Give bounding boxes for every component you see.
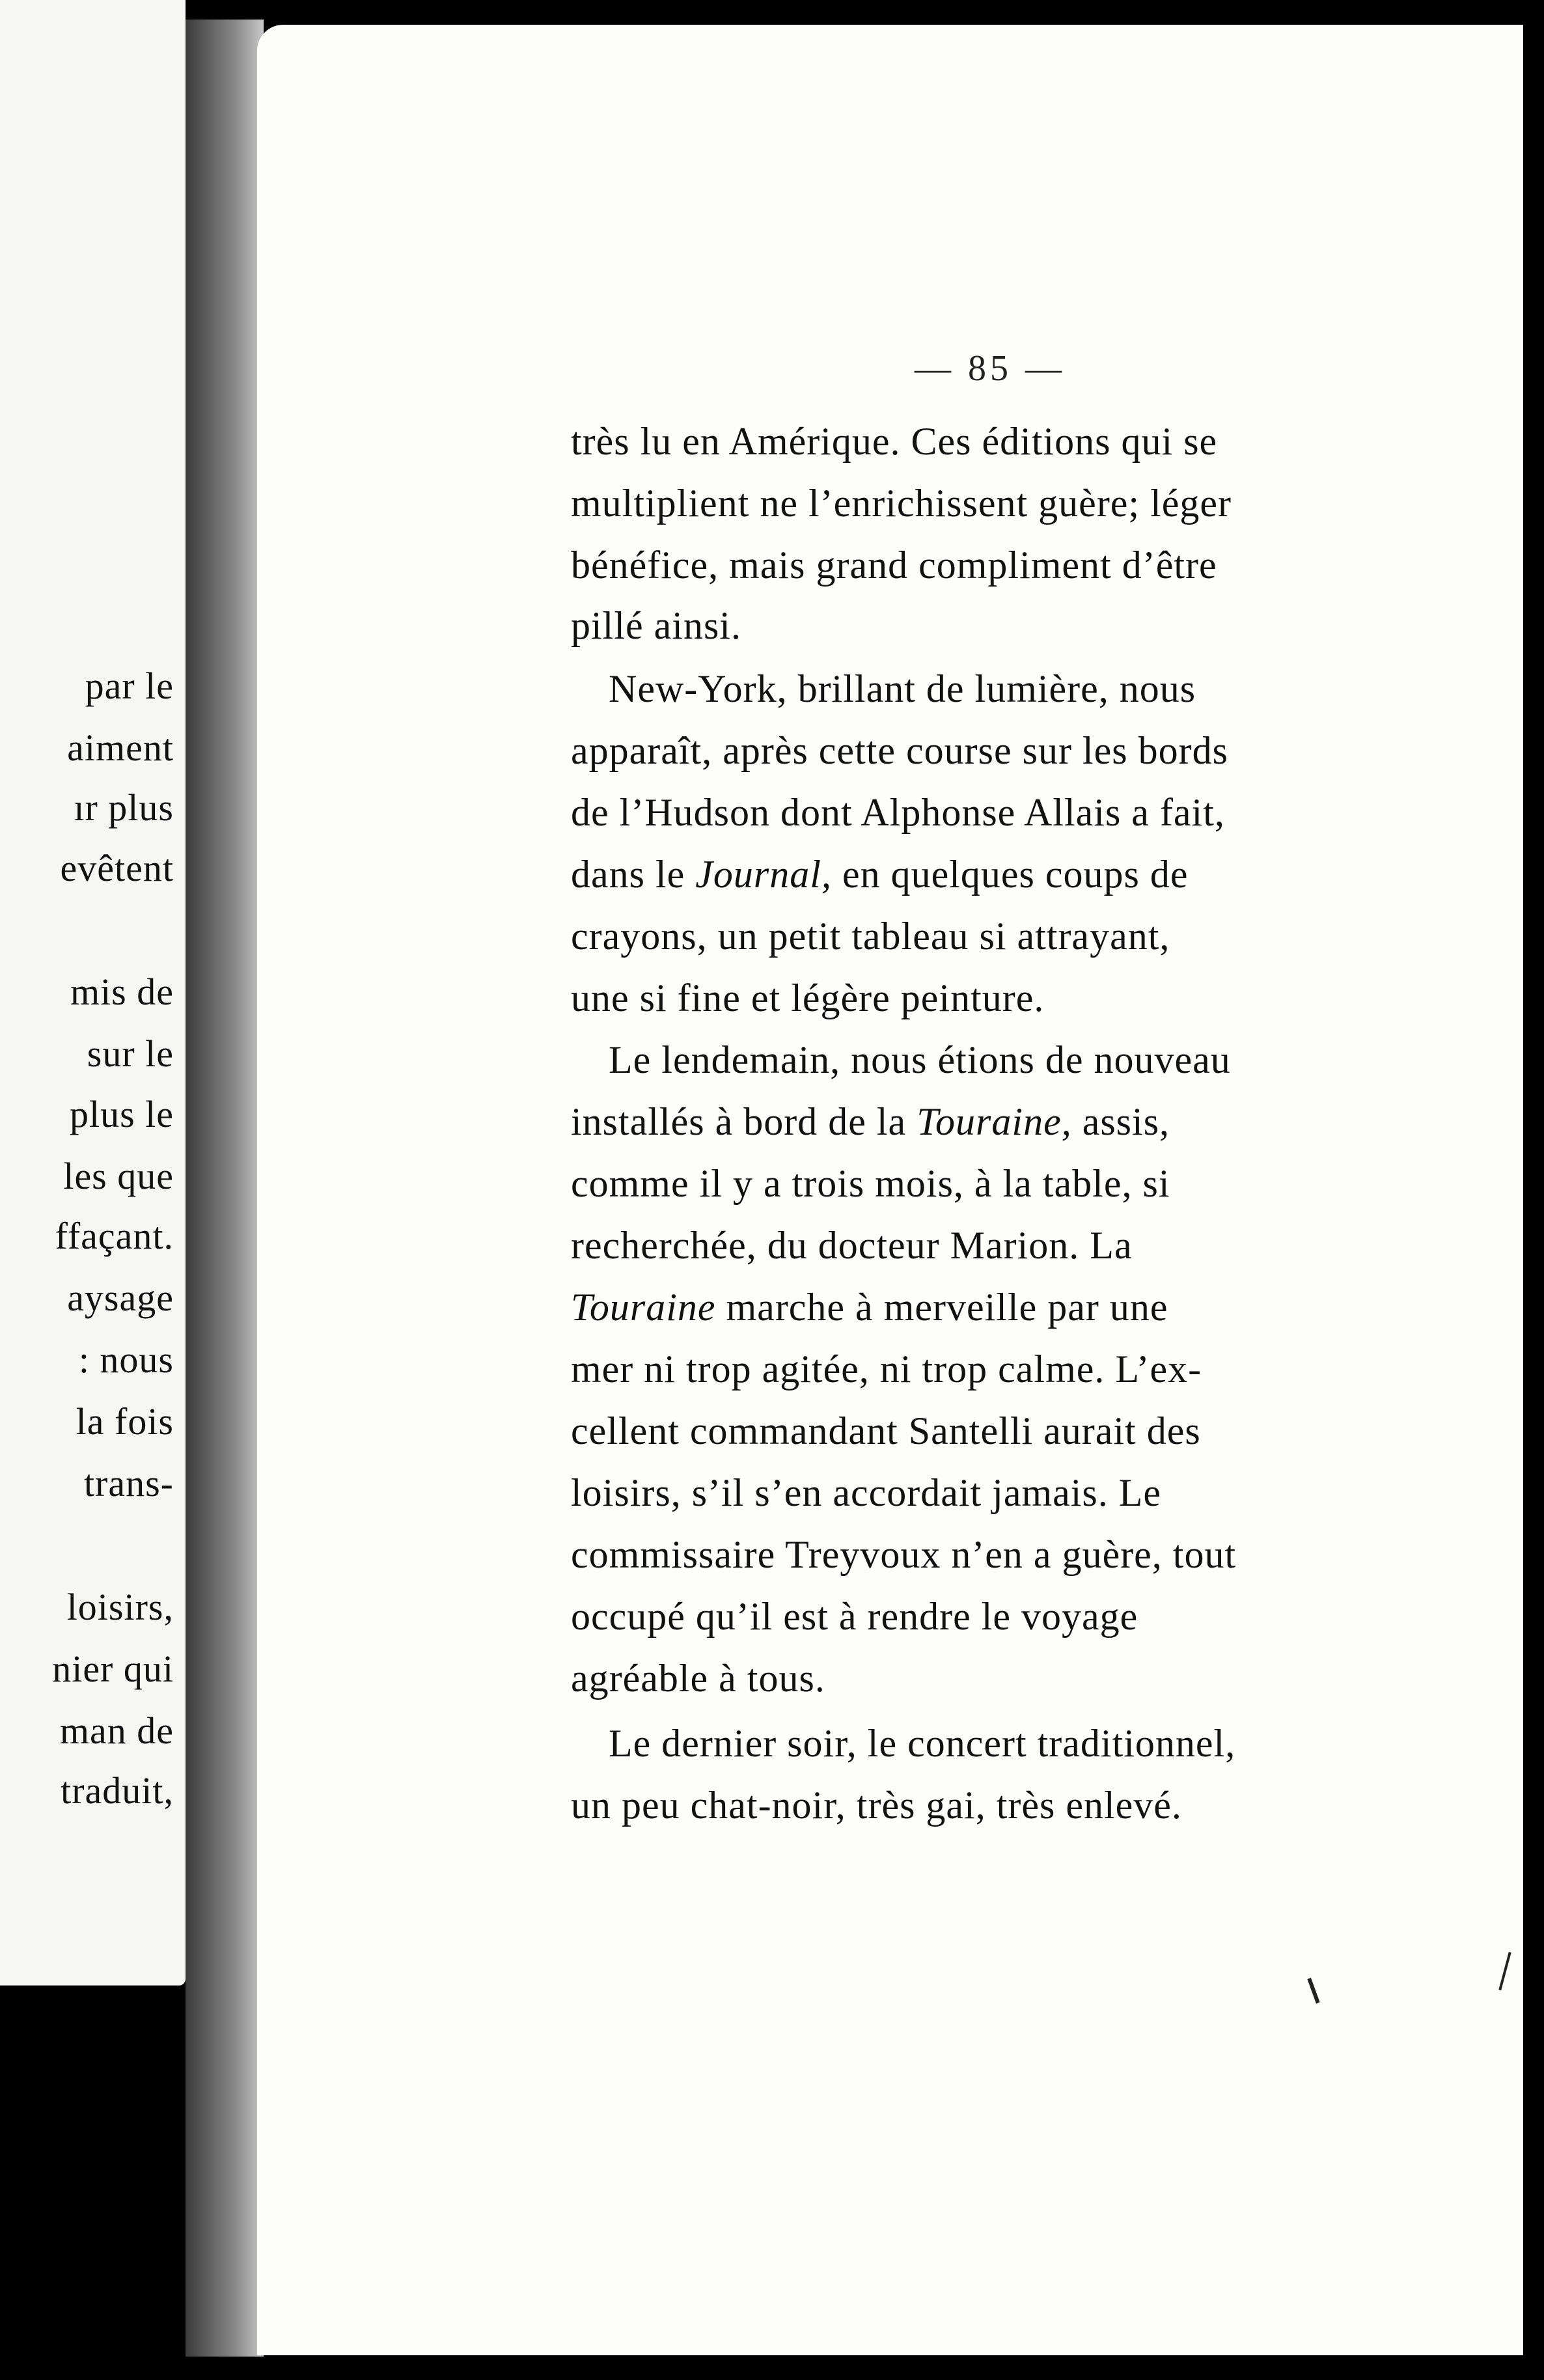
text-segment: marche à merveille par une (715, 1286, 1168, 1329)
left-line: sur le (87, 1032, 174, 1075)
text-line: de l’Hudson dont Alphonse Allais a fait, (571, 791, 1225, 834)
text-segment: en quelques coups de (831, 853, 1189, 896)
text-line (571, 1102, 1170, 1141)
scan-mark (1498, 1952, 1511, 1991)
ship-name-italic: Touraine (571, 1286, 716, 1329)
text-line: loisirs, s’il s’en accordait jamais. Le (571, 1471, 1162, 1514)
text-line: commissaire Treyvoux n’en a guère, tout (571, 1533, 1237, 1576)
left-line: nier qui (52, 1648, 174, 1690)
text-line: occupé qu’il est à rendre le voyage (571, 1595, 1138, 1638)
left-line: aiment (67, 726, 174, 769)
left-line: evêtent (60, 847, 174, 889)
text-line: multiplient ne l’enrichissent guère; léger (571, 482, 1232, 525)
left-line: traduit, (61, 1769, 174, 1812)
text-line: bénéfice, mais grand compliment d’être (571, 544, 1217, 587)
text-line: un peu chat-noir, très gai, très enlevé. (571, 1784, 1182, 1827)
text-line: agréable à tous. (571, 1657, 825, 1700)
left-line: la fois (76, 1400, 174, 1443)
left-line: mis de (70, 971, 174, 1013)
ship-name-italic: Touraine, (917, 1100, 1072, 1143)
journal-title-italic: Journal, (695, 853, 832, 896)
text-line: très lu en Amérique. Ces éditions qui se (571, 420, 1218, 463)
text-line: mer ni trop agitée, ni trop calme. L’ex- (571, 1348, 1202, 1391)
text-segment: assis, (1071, 1100, 1170, 1143)
text-segment: dans le (571, 853, 696, 896)
paragraph-start-line: Le lendemain, nous étions de nouveau (609, 1038, 1231, 1081)
paragraph-start-line: Le dernier soir, le concert traditionnel, (609, 1722, 1236, 1765)
book-gutter (186, 20, 264, 2357)
text-line: comme il y a trois mois, à la table, si (571, 1162, 1170, 1205)
page-number: — 85 — (915, 348, 1066, 389)
left-line: man de (59, 1709, 174, 1752)
left-line: loisirs, (66, 1586, 174, 1628)
left-line: ffaçant. (55, 1215, 174, 1257)
text-line: crayons, un petit tableau si attrayant, (571, 915, 1170, 958)
text-line: pillé ainsi. (571, 604, 741, 647)
left-line: plus le (69, 1093, 174, 1135)
left-facing-page (0, 0, 186, 1986)
scan-mark (1307, 1978, 1319, 2004)
text-line (571, 855, 1188, 894)
text-line: apparaît, après cette course sur les bords (571, 729, 1228, 772)
paragraph-start-line: New-York, brillant de lumière, nous (609, 667, 1196, 710)
left-line: par le (85, 665, 174, 707)
left-page-text (0, 0, 186, 1986)
text-segment: installés à bord de la (571, 1100, 917, 1143)
text-line: recherchée, du docteur Marion. La (571, 1224, 1133, 1267)
text-line: une si fine et légère peinture. (571, 976, 1045, 1019)
left-line: ır plus (74, 786, 174, 829)
text-line: cellent commandant Santelli aurait des (571, 1409, 1201, 1452)
left-line: : nous (78, 1338, 174, 1381)
left-line: les que (63, 1155, 174, 1197)
right-page (257, 25, 1523, 2355)
text-line (571, 1288, 1168, 1327)
left-line: trans- (83, 1462, 174, 1504)
left-line: aysage (67, 1277, 174, 1319)
